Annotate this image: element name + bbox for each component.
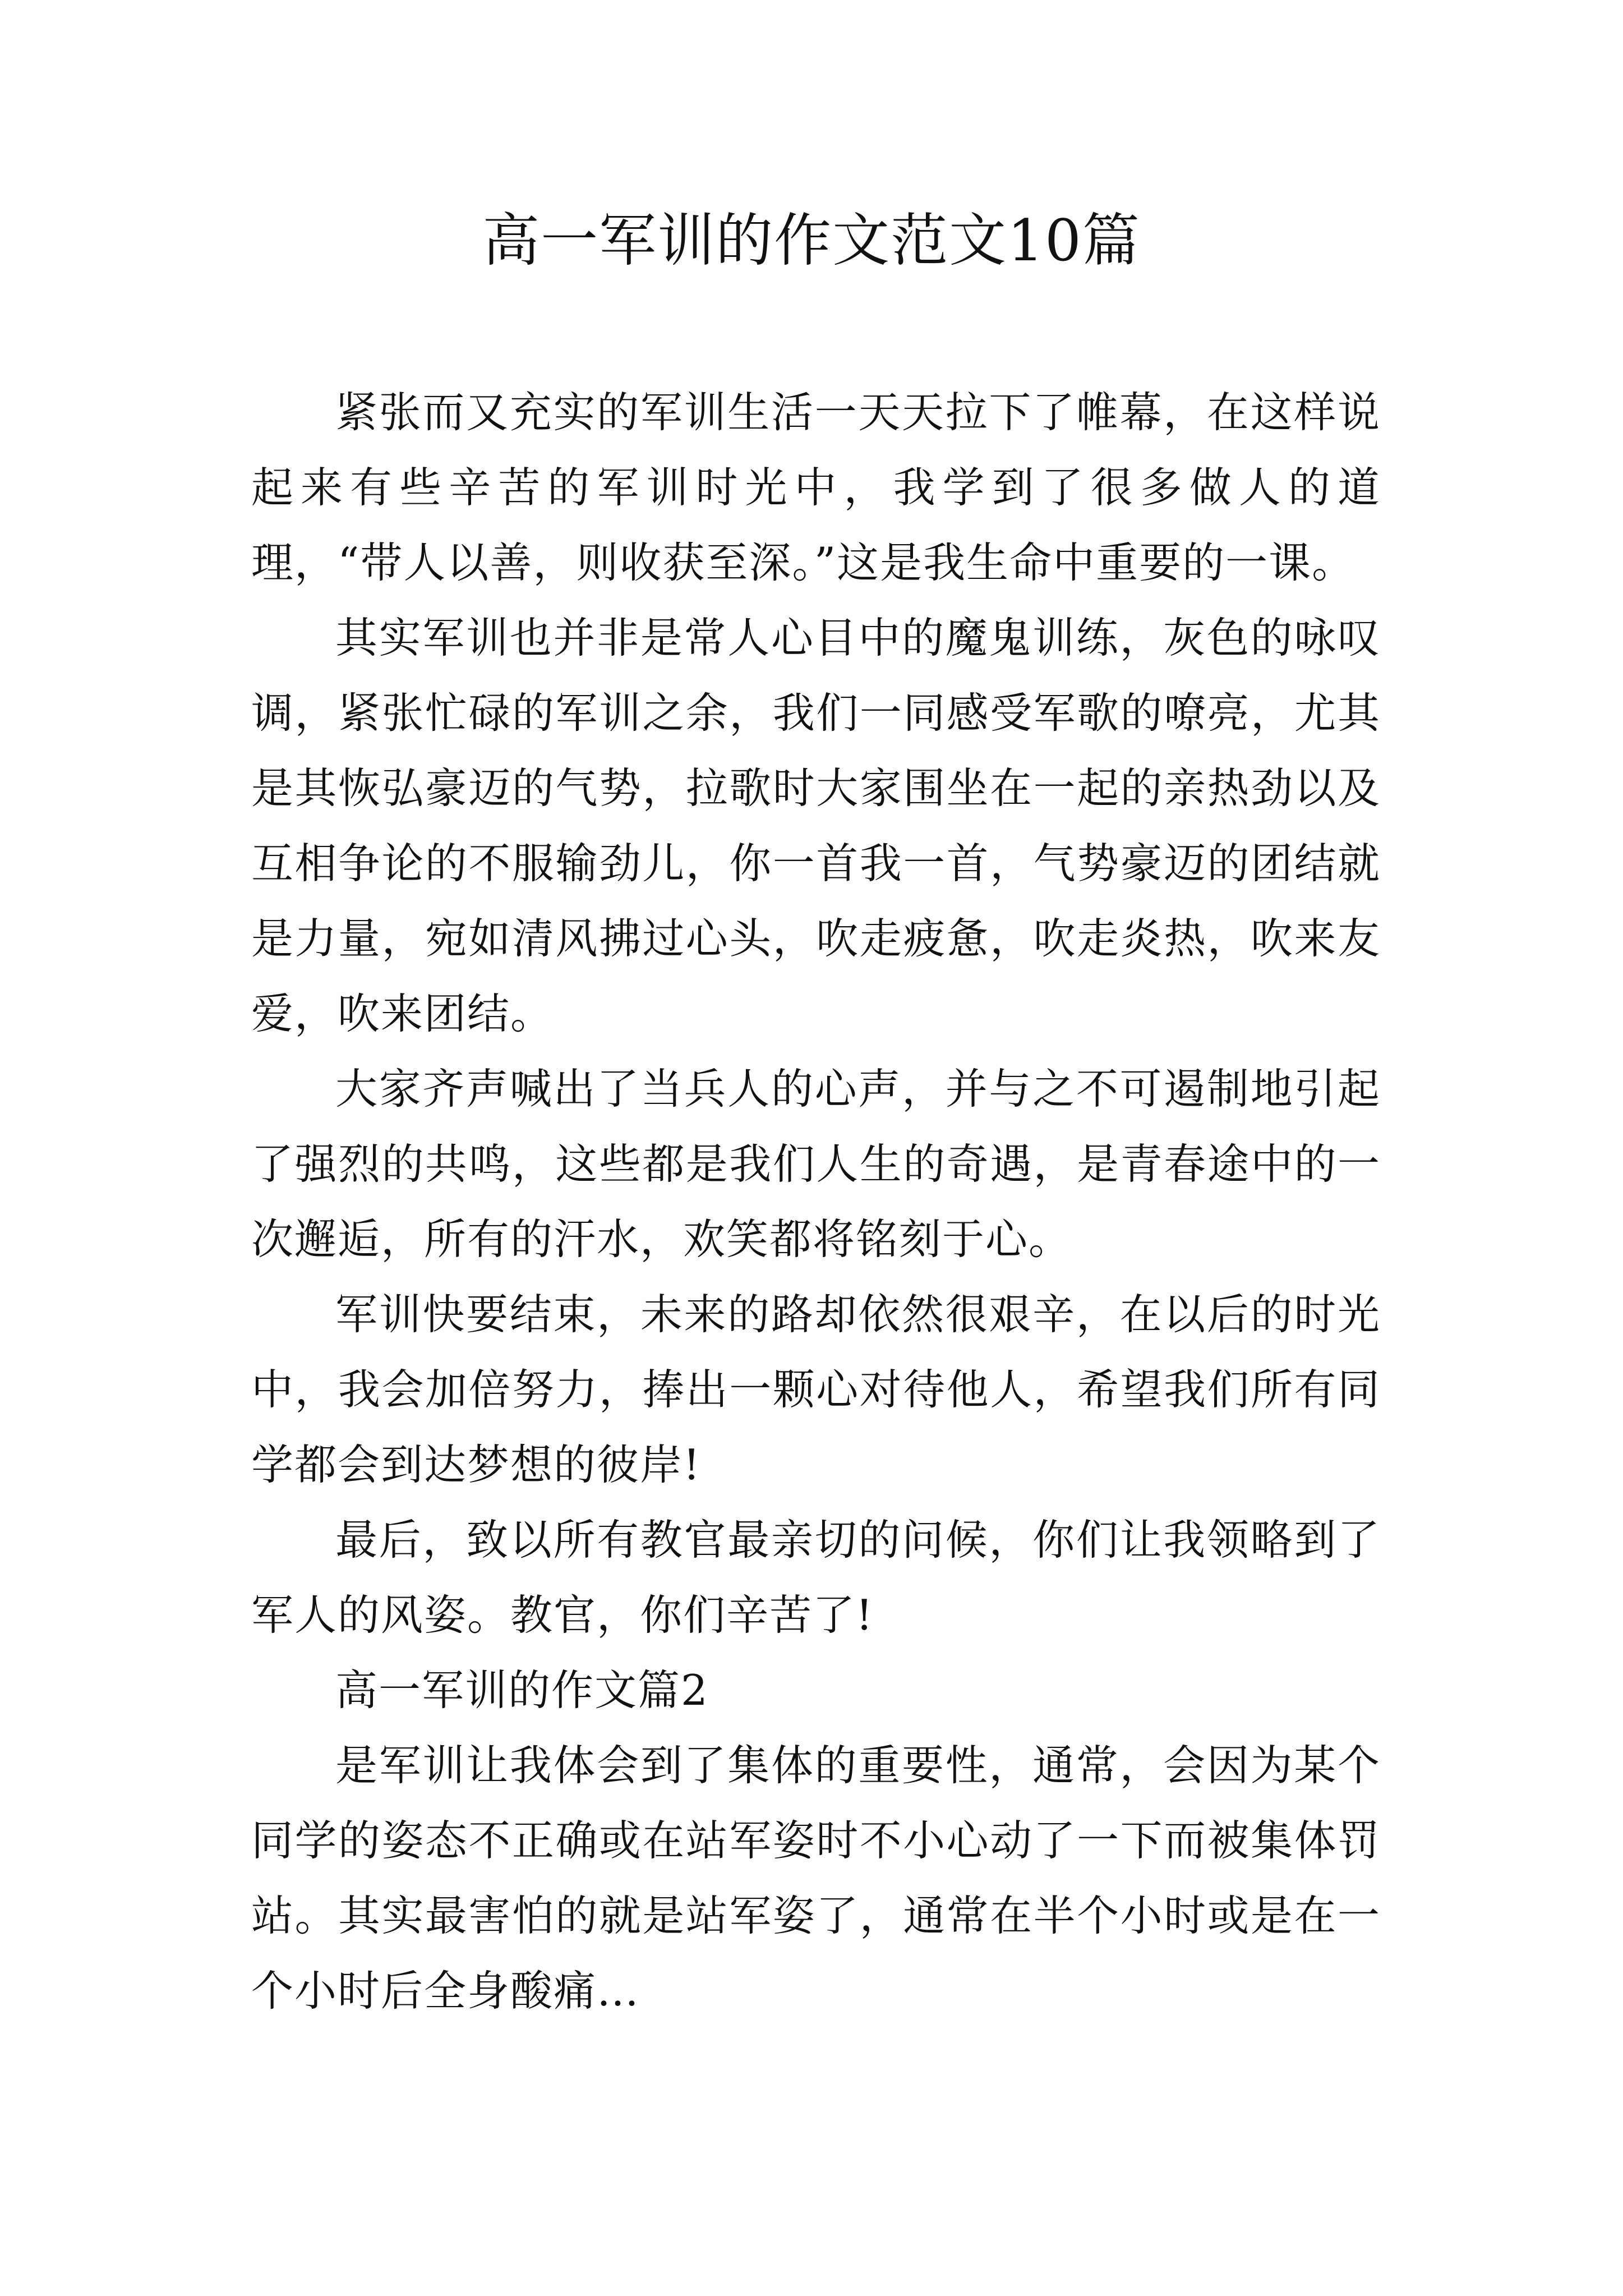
paragraph-2: 其实军训也并非是常人心目中的魔鬼训练，灰色的咏叹调，紧张忙碌的军训之余，我们一同感受军歌的嘹亮，尤其是其恢弘豪迈的气势，拉歌时大家围坐在一起的亲热劲以及互相争论的不服输劲儿，你一首我一首，气势豪迈的团结就是力量，宛如清风拂过心头，吹走疲惫，吹走炎热，吹来友爱，吹来团结。 bbox=[251, 613, 1381, 1038]
section-heading-2: 高一军训的作文篇2 bbox=[335, 1665, 709, 1715]
paragraph-6: 是军训让我体会到了集体的重要性，通常，会因为某个同学的姿态不正确或在站军姿时不小心动了一下而被集体罚站。其实最害怕的就是站军姿了，通常在半个小时或是在一个小时后全身酸痛… bbox=[251, 1741, 1381, 2016]
paragraph-1: 紧张而又充实的军训生活一天天拉下了帷幕，在这样说起来有些辛苦的军训时光中，我学到了很多做人的道理，“带人以善，则收获至深。”这是我生命中重要的一课。 bbox=[251, 388, 1381, 587]
paragraph-4: 军训快要结束，未来的路却依然很艰辛，在以后的时光中，我会加倍努力，捧出一颗心对待他人，希望我们所有同学都会到达梦想的彼岸! bbox=[251, 1290, 1381, 1489]
document-body bbox=[251, 375, 1381, 2028]
document-title: 高一军训的作文范文10篇 bbox=[482, 208, 1141, 274]
paragraph-3: 大家齐声喊出了当兵人的心声，并与之不可遏制地引起了强烈的共鸣，这些都是我们人生的奇遇，是青春途中的一次邂逅，所有的汗水，欢笑都将铭刻于心。 bbox=[251, 1064, 1381, 1264]
paragraph-5: 最后，致以所有教官最亲切的问候，你们让我领略到了军人的风姿。教官，你们辛苦了! bbox=[251, 1515, 1381, 1640]
